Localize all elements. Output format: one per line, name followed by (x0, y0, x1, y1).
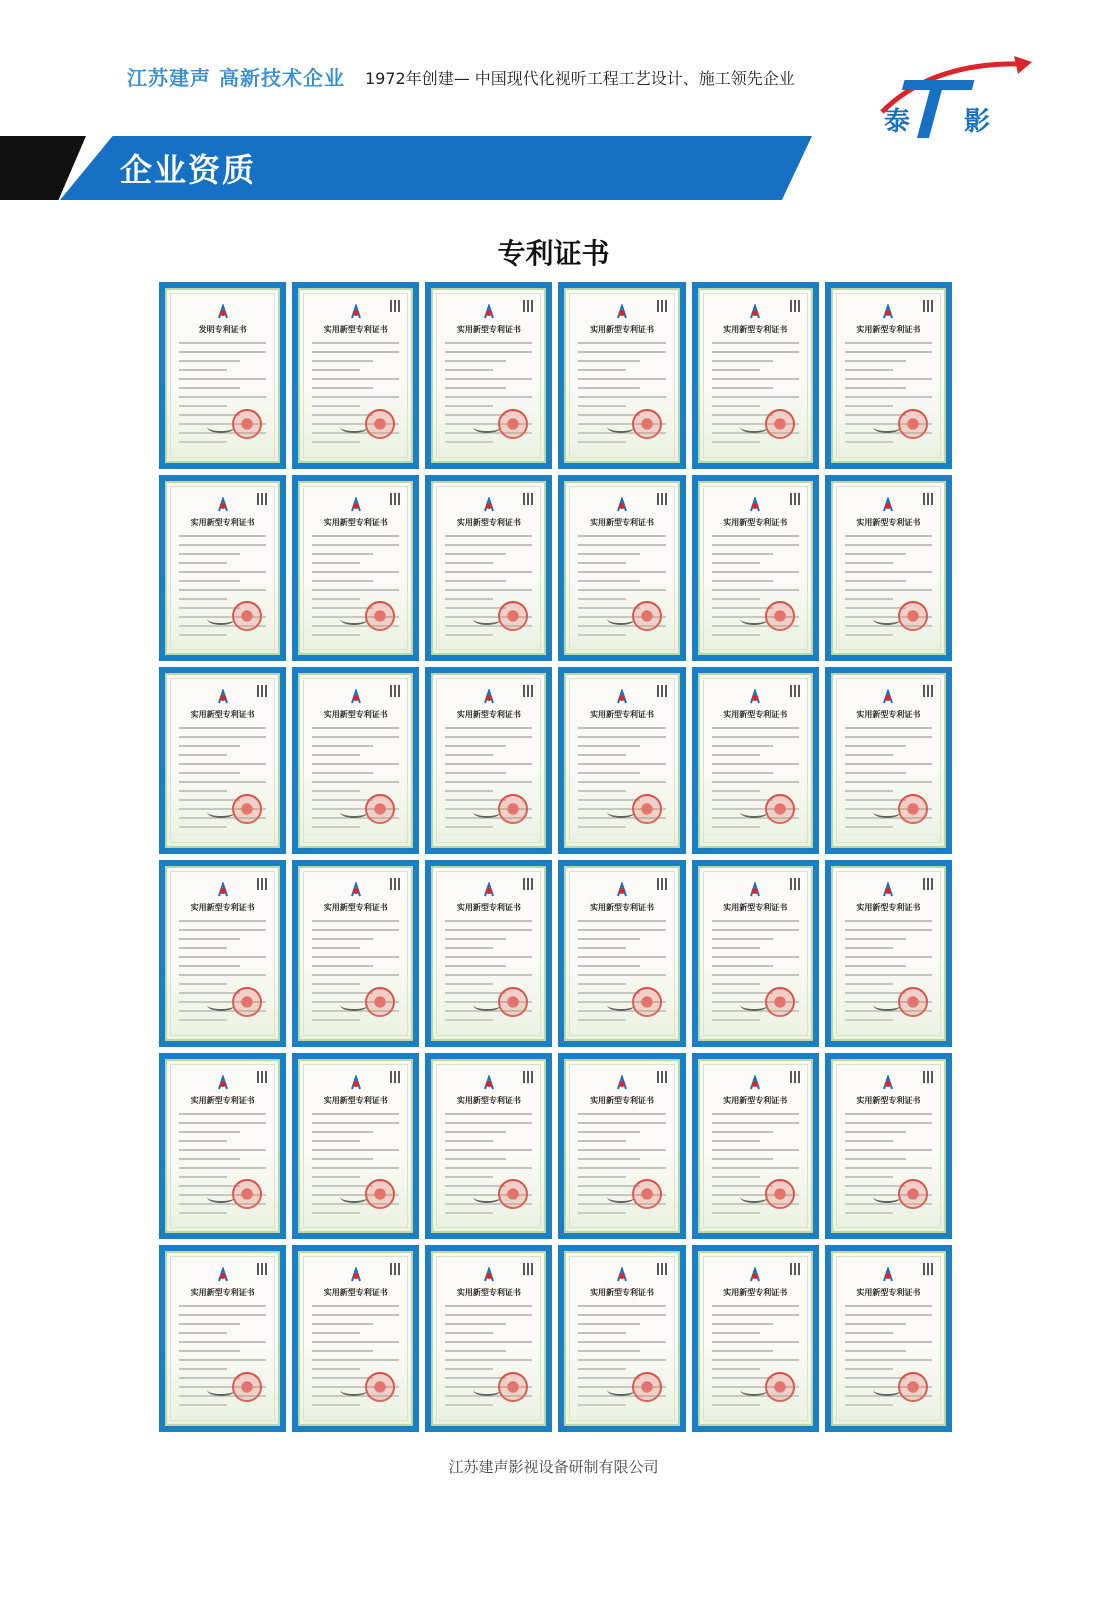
certificate-text-lines (312, 1305, 399, 1413)
patent-emblem-icon (481, 497, 497, 513)
signature (607, 999, 635, 1011)
certificate-sheet (298, 288, 413, 463)
signature (340, 806, 368, 818)
qr-code-icon (923, 1263, 935, 1275)
patent-emblem-icon (348, 882, 364, 898)
qr-code-icon (923, 685, 935, 697)
certificate-text-lines (179, 1305, 266, 1413)
certificate-card (159, 860, 286, 1047)
certificate-card (692, 475, 819, 662)
certificate-title: 实用新型专利证书 (856, 709, 921, 720)
certificate-text-lines (845, 535, 932, 643)
certificate-title: 实用新型专利证书 (856, 324, 921, 334)
certificate-card (558, 1053, 685, 1240)
certificate-text-lines (445, 1305, 532, 1413)
qr-code-icon (923, 878, 935, 890)
certificate-title: 实用新型专利证书 (456, 516, 521, 527)
qr-code-icon (790, 685, 802, 697)
official-seal-icon (365, 601, 395, 631)
signature (340, 421, 368, 433)
official-seal-icon (632, 409, 662, 439)
section-title: 专利证书 (497, 237, 610, 270)
qr-code-icon (790, 493, 802, 505)
footer-company: 江苏建声影视设备研制有限公司 (448, 1458, 659, 1476)
certificate-card (558, 475, 685, 662)
certificate-sheet (298, 866, 413, 1041)
certificate-card (425, 1053, 552, 1240)
certificate-title: 实用新型专利证书 (723, 902, 788, 912)
qr-code-icon (657, 300, 669, 312)
certificate-title: 实用新型专利证书 (190, 709, 255, 720)
certificate-sheet (298, 1059, 413, 1234)
certificate-card (159, 1245, 286, 1432)
certificate-title: 实用新型专利证书 (456, 709, 521, 720)
signature (340, 613, 368, 625)
certificate-title: 实用新型专利证书 (856, 1287, 921, 1298)
signature (607, 806, 635, 818)
official-seal-icon (765, 409, 795, 439)
certificate-title: 实用新型专利证书 (323, 324, 388, 334)
official-seal-icon (765, 987, 795, 1017)
signature (873, 806, 901, 818)
qr-code-icon (523, 878, 535, 890)
signature (873, 999, 901, 1011)
certificate-text-lines (712, 727, 799, 835)
certificate-sheet (698, 1251, 813, 1426)
patent-emblem-icon (481, 882, 497, 898)
certificate-sheet (298, 1251, 413, 1426)
certificate-card (692, 1053, 819, 1240)
certificate-card (692, 282, 819, 469)
signature (873, 1384, 901, 1396)
qr-code-icon (523, 493, 535, 505)
official-seal-icon (898, 1372, 928, 1402)
official-seal-icon (365, 409, 395, 439)
qr-code-icon (790, 1071, 802, 1083)
certificate-sheet (165, 1251, 280, 1426)
qr-code-icon (257, 1263, 269, 1275)
qr-code-icon (657, 493, 669, 505)
qr-code-icon (657, 1071, 669, 1083)
signature (340, 1191, 368, 1203)
certificate-card (425, 1245, 552, 1432)
certificate-card (159, 667, 286, 854)
certificate-text-lines (312, 727, 399, 835)
certificate-sheet (165, 1059, 280, 1234)
signature (740, 1191, 768, 1203)
certificate-sheet (831, 866, 946, 1041)
certificate-title: 实用新型专利证书 (190, 1287, 255, 1298)
patent-emblem-icon (481, 689, 497, 705)
certificate-card (292, 1053, 419, 1240)
certificate-text-lines (179, 1113, 266, 1221)
certificate-text-lines (179, 727, 266, 835)
certificate-title: 实用新型专利证书 (323, 709, 388, 720)
official-seal-icon (365, 1372, 395, 1402)
official-seal-icon (898, 794, 928, 824)
qr-code-icon (523, 1263, 535, 1275)
official-seal-icon (498, 601, 528, 631)
certificate-text-lines (312, 342, 399, 450)
certificate-text-lines (578, 1113, 665, 1221)
certificate-card (558, 1245, 685, 1432)
certificate-sheet (431, 1251, 546, 1426)
certificate-card (425, 282, 552, 469)
official-seal-icon (498, 1372, 528, 1402)
patent-emblem-icon (215, 304, 231, 320)
official-seal-icon (898, 601, 928, 631)
signature (340, 999, 368, 1011)
certificate-sheet (564, 481, 679, 656)
signature (873, 1191, 901, 1203)
certificate-text-lines (578, 342, 665, 450)
qr-code-icon (257, 1071, 269, 1083)
qr-code-icon (257, 685, 269, 697)
certificate-title: 实用新型专利证书 (323, 1287, 388, 1298)
certificate-sheet (564, 1059, 679, 1234)
certificate-card (692, 1245, 819, 1432)
certificate-title: 实用新型专利证书 (190, 902, 255, 912)
official-seal-icon (232, 1372, 262, 1402)
qr-code-icon (923, 1071, 935, 1083)
qr-code-icon (923, 300, 935, 312)
certificate-text-lines (179, 535, 266, 643)
certificate-card (159, 1053, 286, 1240)
certificate-title: 实用新型专利证书 (323, 516, 388, 527)
official-seal-icon (898, 1179, 928, 1209)
signature (607, 421, 635, 433)
qr-code-icon (657, 878, 669, 890)
certificate-text-lines (445, 1113, 532, 1221)
svg-text:泰: 泰 (884, 107, 911, 137)
certificate-sheet (165, 866, 280, 1041)
official-seal-icon (632, 1179, 662, 1209)
certificate-title: 实用新型专利证书 (723, 709, 788, 720)
qr-code-icon (390, 493, 402, 505)
certificate-title: 实用新型专利证书 (456, 1287, 521, 1298)
certificate-sheet (698, 288, 813, 463)
certificate-text-lines (578, 535, 665, 643)
svg-text:影: 影 (964, 107, 991, 137)
official-seal-icon (232, 601, 262, 631)
certificate-title: 实用新型专利证书 (590, 516, 655, 527)
official-seal-icon (632, 601, 662, 631)
qr-code-icon (390, 300, 402, 312)
patent-emblem-icon (880, 689, 896, 705)
certificate-text-lines (845, 727, 932, 835)
certificate-text-lines (845, 342, 932, 450)
signature (873, 421, 901, 433)
official-seal-icon (765, 794, 795, 824)
certificate-card (692, 860, 819, 1047)
certificate-title: 实用新型专利证书 (590, 709, 655, 720)
certificate-title: 实用新型专利证书 (723, 1094, 788, 1105)
official-seal-icon (498, 409, 528, 439)
certificate-sheet (165, 288, 280, 463)
certificate-card (558, 282, 685, 469)
certificate-card (159, 282, 286, 469)
certificate-title: 实用新型专利证书 (190, 1094, 255, 1105)
banner-title: 企业资质 (120, 151, 257, 189)
qr-code-icon (923, 493, 935, 505)
certificate-sheet (831, 288, 946, 463)
qr-code-icon (657, 685, 669, 697)
qr-code-icon (790, 300, 802, 312)
official-seal-icon (898, 987, 928, 1017)
signature (607, 1191, 635, 1203)
qr-code-icon (790, 1263, 802, 1275)
certificate-card (292, 860, 419, 1047)
certificate-text-lines (445, 727, 532, 835)
official-seal-icon (632, 794, 662, 824)
certificate-sheet (165, 673, 280, 848)
signature (473, 1384, 501, 1396)
qr-code-icon (523, 300, 535, 312)
official-seal-icon (765, 1179, 795, 1209)
patent-emblem-icon (747, 1267, 763, 1283)
certificate-sheet (831, 1251, 946, 1426)
certificate-title: 实用新型专利证书 (456, 902, 521, 912)
certificate-sheet (831, 481, 946, 656)
signature (473, 999, 501, 1011)
official-seal-icon (498, 987, 528, 1017)
certificate-text-lines (578, 1305, 665, 1413)
certificate-title: 实用新型专利证书 (590, 902, 655, 912)
official-seal-icon (232, 409, 262, 439)
patent-emblem-icon (348, 1075, 364, 1091)
certificate-text-lines (845, 1305, 932, 1413)
certificate-text-lines (445, 920, 532, 1028)
certificate-sheet (564, 866, 679, 1041)
certificate-card (825, 475, 952, 662)
official-seal-icon (632, 1372, 662, 1402)
certificate-sheet (564, 288, 679, 463)
certificate-text-lines (712, 920, 799, 1028)
certificate-text-lines (578, 727, 665, 835)
patent-emblem-icon (481, 1267, 497, 1283)
official-seal-icon (632, 987, 662, 1017)
qr-code-icon (523, 1071, 535, 1083)
certificate-text-lines (845, 1113, 932, 1221)
certificate-title: 实用新型专利证书 (323, 902, 388, 912)
patent-emblem-icon (747, 497, 763, 513)
patent-emblem-icon (880, 882, 896, 898)
certificate-title: 实用新型专利证书 (856, 516, 921, 527)
official-seal-icon (498, 1179, 528, 1209)
certificate-card (692, 667, 819, 854)
certificate-title: 实用新型专利证书 (590, 1094, 655, 1105)
certificate-text-lines (312, 1113, 399, 1221)
certificate-card (425, 475, 552, 662)
signature (207, 806, 235, 818)
official-seal-icon (365, 794, 395, 824)
certificate-card (825, 282, 952, 469)
certificate-sheet (698, 673, 813, 848)
patent-emblem-icon (880, 1267, 896, 1283)
certificate-text-lines (712, 342, 799, 450)
signature (473, 1191, 501, 1203)
patent-emblem-icon (348, 304, 364, 320)
qr-code-icon (257, 493, 269, 505)
certificate-sheet (698, 866, 813, 1041)
patent-emblem-icon (348, 497, 364, 513)
qr-code-icon (523, 685, 535, 697)
patent-emblem-icon (481, 1075, 497, 1091)
patent-emblem-icon (614, 882, 630, 898)
certificate-sheet (698, 1059, 813, 1234)
certificate-card (558, 667, 685, 854)
signature (473, 613, 501, 625)
certificate-text-lines (712, 535, 799, 643)
official-seal-icon (232, 1179, 262, 1209)
certificate-card (159, 475, 286, 662)
signature (607, 1384, 635, 1396)
certificate-sheet (165, 481, 280, 656)
patent-emblem-icon (747, 1075, 763, 1091)
certificate-card (825, 1053, 952, 1240)
certificate-sheet (431, 866, 546, 1041)
patent-emblem-icon (747, 882, 763, 898)
signature (607, 613, 635, 625)
certificate-card (825, 860, 952, 1047)
certificate-sheet (698, 481, 813, 656)
certificate-sheet (564, 1251, 679, 1426)
brand-name: 江苏建声 高新技术企业 (127, 66, 345, 90)
qr-code-icon (390, 685, 402, 697)
signature (740, 806, 768, 818)
qr-code-icon (390, 1263, 402, 1275)
patent-emblem-icon (215, 497, 231, 513)
qr-code-icon (390, 1071, 402, 1083)
certificate-title: 实用新型专利证书 (190, 516, 255, 527)
patent-emblem-icon (614, 1267, 630, 1283)
certificate-sheet (431, 1059, 546, 1234)
certificate-card (425, 860, 552, 1047)
certificate-sheet (431, 288, 546, 463)
certificate-title: 实用新型专利证书 (723, 516, 788, 527)
official-seal-icon (498, 794, 528, 824)
certificate-text-lines (578, 920, 665, 1028)
patent-emblem-icon (614, 1075, 630, 1091)
signature (207, 1384, 235, 1396)
tagline: 1972年创建— 中国现代化视听工程工艺设计、施工领先企业 (365, 69, 795, 88)
qr-code-icon (257, 878, 269, 890)
certificate-text-lines (445, 342, 532, 450)
certificate-grid (159, 282, 952, 1432)
patent-emblem-icon (348, 689, 364, 705)
official-seal-icon (232, 794, 262, 824)
certificate-sheet (831, 673, 946, 848)
qr-code-icon (790, 878, 802, 890)
official-seal-icon (232, 987, 262, 1017)
patent-emblem-icon (614, 304, 630, 320)
signature (340, 1384, 368, 1396)
patent-emblem-icon (215, 882, 231, 898)
certificate-card (825, 667, 952, 854)
certificate-card (292, 1245, 419, 1432)
patent-emblem-icon (747, 689, 763, 705)
patent-emblem-icon (348, 1267, 364, 1283)
company-logo (872, 52, 1032, 152)
signature (473, 421, 501, 433)
signature (740, 999, 768, 1011)
certificate-title: 发明专利证书 (198, 324, 247, 334)
certificate-text-lines (845, 920, 932, 1028)
certificate-sheet (298, 673, 413, 848)
certificate-card (825, 1245, 952, 1432)
patent-emblem-icon (614, 689, 630, 705)
official-seal-icon (365, 987, 395, 1017)
certificate-title: 实用新型专利证书 (723, 1287, 788, 1298)
qr-code-icon (390, 878, 402, 890)
certificate-title: 实用新型专利证书 (856, 902, 921, 912)
certificate-text-lines (179, 920, 266, 1028)
certificate-card (292, 667, 419, 854)
signature (473, 806, 501, 818)
certificate-sheet (298, 481, 413, 656)
patent-emblem-icon (215, 1267, 231, 1283)
patent-emblem-icon (481, 304, 497, 320)
patent-emblem-icon (880, 304, 896, 320)
certificate-text-lines (312, 535, 399, 643)
certificate-sheet (831, 1059, 946, 1234)
certificate-title: 实用新型专利证书 (723, 324, 788, 334)
certificate-sheet (431, 481, 546, 656)
patent-emblem-icon (614, 497, 630, 513)
patent-emblem-icon (215, 1075, 231, 1091)
signature (207, 421, 235, 433)
patent-emblem-icon (880, 1075, 896, 1091)
certificate-text-lines (445, 535, 532, 643)
certificate-card (558, 860, 685, 1047)
certificate-card (292, 282, 419, 469)
signature (740, 1384, 768, 1396)
patent-emblem-icon (215, 689, 231, 705)
signature (740, 613, 768, 625)
official-seal-icon (765, 601, 795, 631)
qr-code-icon (657, 1263, 669, 1275)
official-seal-icon (898, 409, 928, 439)
patent-emblem-icon (880, 497, 896, 513)
certificate-title: 实用新型专利证书 (590, 1287, 655, 1298)
certificate-title: 实用新型专利证书 (456, 1094, 521, 1105)
signature (207, 999, 235, 1011)
certificate-title: 实用新型专利证书 (856, 1094, 921, 1105)
certificate-title: 实用新型专利证书 (456, 324, 521, 334)
certificate-title: 实用新型专利证书 (323, 1094, 388, 1105)
certificate-sheet (564, 673, 679, 848)
certificate-title: 实用新型专利证书 (590, 324, 655, 334)
certificate-text-lines (712, 1113, 799, 1221)
signature (207, 613, 235, 625)
certificate-sheet (431, 673, 546, 848)
certificate-card (425, 667, 552, 854)
patent-emblem-icon (747, 304, 763, 320)
signature (207, 1191, 235, 1203)
certificate-text-lines (712, 1305, 799, 1413)
certificate-card (292, 475, 419, 662)
certificate-text-lines (312, 920, 399, 1028)
signature (873, 613, 901, 625)
official-seal-icon (365, 1179, 395, 1209)
official-seal-icon (765, 1372, 795, 1402)
signature (740, 421, 768, 433)
certificate-text-lines (179, 342, 266, 450)
